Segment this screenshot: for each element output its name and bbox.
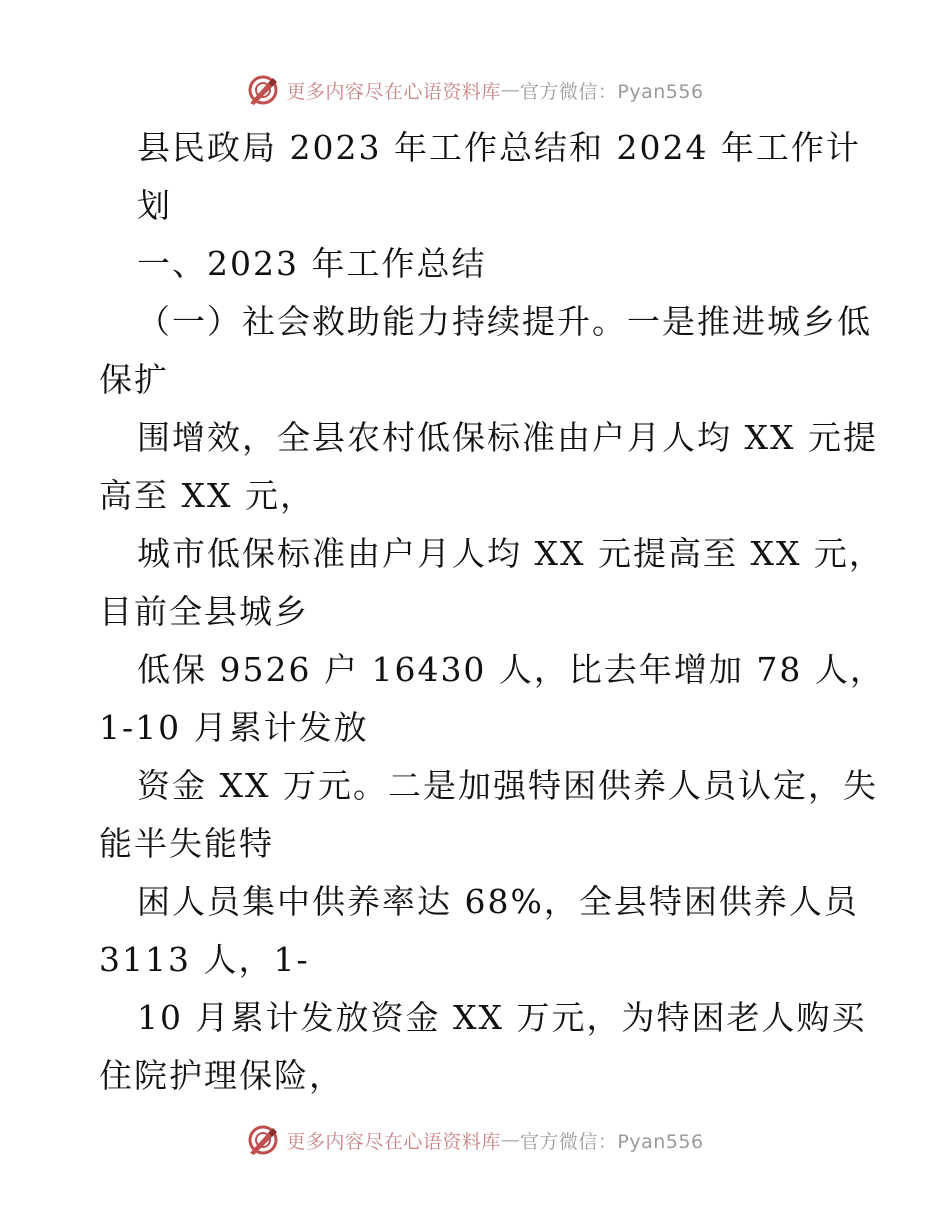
watermark-sub-text: 官方微信：Pyan556 xyxy=(519,80,704,103)
watermark-main-text: 更多内容尽在心语资料库 xyxy=(286,1130,501,1153)
watermark-main-text: 更多内容尽在心语资料库 xyxy=(286,80,501,103)
watermark-separator: — xyxy=(500,1129,520,1151)
paragraph-line: 高至 XX 元， xyxy=(99,476,315,515)
paragraph-line: 目前全县城乡 xyxy=(99,592,309,631)
document-title-line-1: 县民政局 2023 年工作总结和 2024 年工作计 xyxy=(137,128,861,167)
document-title-line-2: 划 xyxy=(137,186,172,225)
paragraph-line: 围增效，全县农村低保标准由户月人均 XX 元提 xyxy=(137,418,878,457)
pen-circle-logo-icon xyxy=(246,73,280,107)
paragraph-line: 3113 人，1- xyxy=(99,940,310,979)
watermark-sub-text: 官方微信：Pyan556 xyxy=(519,1130,704,1153)
paragraph-line: 城市低保标准由户月人均 XX 元提高至 XX 元， xyxy=(137,534,884,573)
paragraph-line: 住院护理保险， xyxy=(99,1056,344,1095)
header-watermark xyxy=(0,70,950,110)
section-heading: 一、2023 年工作总结 xyxy=(137,244,487,283)
paragraph-line: 能半失能特 xyxy=(99,824,274,863)
paragraph-line: 困人员集中供养率达 68%，全县特困供养人员 xyxy=(137,882,859,921)
paragraph-line: （一）社会救助能力持续提升。一是推进城乡低 xyxy=(137,302,872,341)
paragraph-line: 1-10 月累计发放 xyxy=(99,708,369,747)
paragraph-line: 10 月累计发放资金 XX 万元，为特困老人购买 xyxy=(137,998,867,1037)
watermark-separator: — xyxy=(500,79,520,101)
paragraph-line: 保扩 xyxy=(99,360,169,399)
pen-circle-logo-icon xyxy=(246,1123,280,1157)
paragraph-line: 资金 XX 万元。二是加强特困供养人员认定，失 xyxy=(137,766,878,805)
paragraph-line: 低保 9526 户 16430 人，比去年增加 78 人， xyxy=(137,650,885,689)
footer-watermark xyxy=(0,1120,950,1160)
